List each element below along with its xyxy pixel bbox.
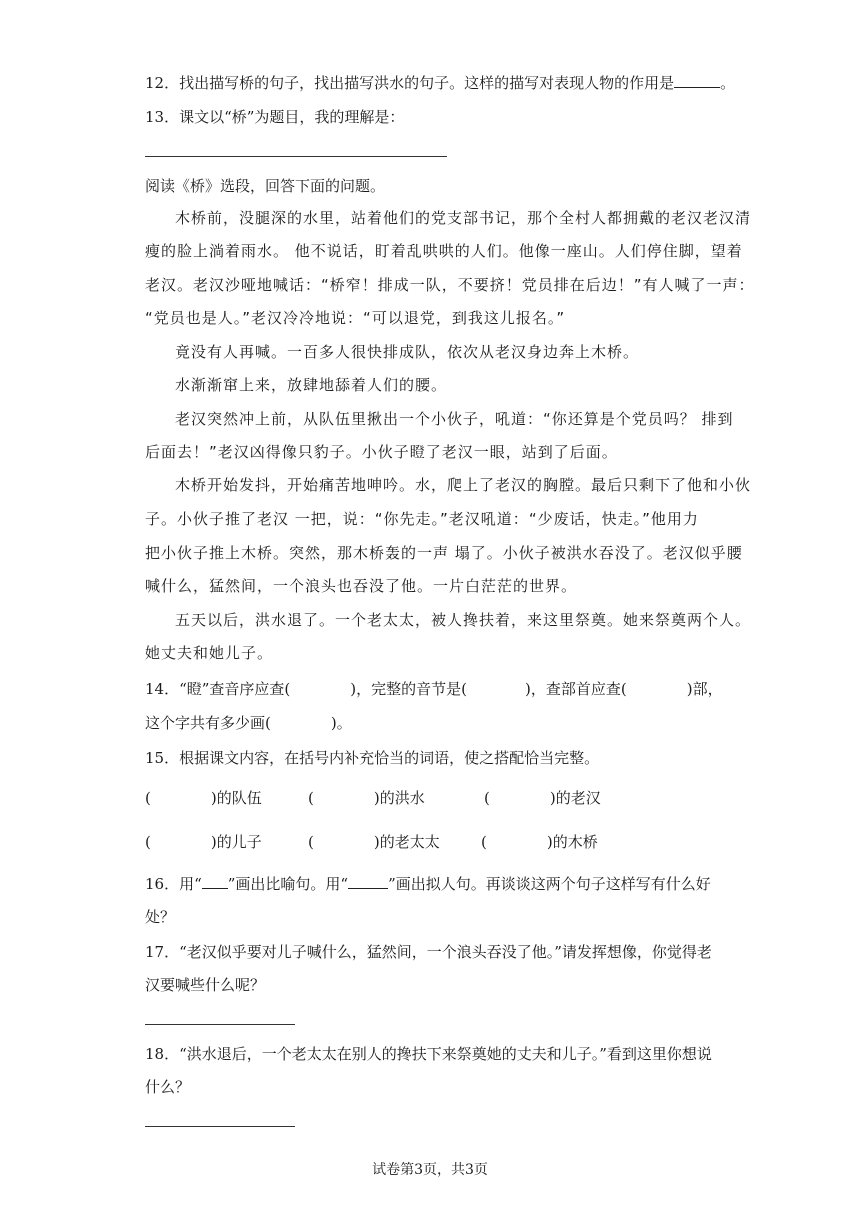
answer-line: [145, 156, 447, 157]
question-12: 12．找出描写桥的句子，找出描写洪水的句子。这样的描写对表现人物的作用是 。: [145, 74, 736, 92]
passage-line: 她丈夫和她儿子。: [145, 644, 274, 662]
passage-line: 后面去！”老汉凶得像只豹子。小伙子瞪了老汉一眼，站到了后面。: [145, 443, 618, 461]
answer-line: [145, 1126, 295, 1127]
passage-line: 竟没有人再喊。一百多人很快排成队，依次从老汉身边奔上木桥。: [175, 343, 640, 361]
fill-blank-item: ( )的老汉: [484, 789, 601, 807]
passage-line: 木桥前，没腿深的水里，站着他们的党支部书记，那个全村人都拥戴的老汉老汉清: [175, 209, 752, 227]
question-15: 15．根据课文内容，在括号内补充恰当的词语，使之搭配恰当完整。: [145, 749, 600, 767]
reading-intro: 阅读《桥》选段，回答下面的问题。: [145, 177, 386, 195]
passage-line: 五天以后，洪水退了。一个老太太，被人搀扶着，来这里祭奠。她来祭奠两个人。: [175, 611, 752, 629]
fill-blank-item: ( )的洪水: [308, 789, 425, 807]
passage-line: 水渐渐窜上来，放肆地舔着人们的腰。: [175, 376, 448, 394]
question-16-cont: 处？: [145, 908, 176, 926]
question-16: 16．用“ ”画出比喻句。用“ ”画出拟人句。再谈谈这两个句子这样写有什么好: [145, 875, 711, 893]
answer-line: [145, 1024, 295, 1025]
question-14: 14．“瞪”查音序应查( )，完整的音节是( )，查部首应查( )部，: [145, 680, 723, 698]
fill-blank-item: ( )的儿子: [145, 833, 262, 851]
passage-line: 老汉。老汉沙哑地喊话：“桥窄！排成一队，不要挤！党员排在后边！”有人喊了一声：: [145, 276, 755, 294]
question-17-cont: 汉要喊些什么呢？: [145, 976, 266, 994]
straight-line-sample: [202, 874, 228, 889]
fill-blank-item: ( )的队伍: [145, 789, 262, 807]
passage-line: 瘦的脸上淌着雨水。 他不说话，盯着乱哄哄的人们。他像一座山。人们停住脚，望着: [145, 242, 743, 260]
answer-blank: [674, 73, 720, 88]
page-footer: 试卷第3页，共3页: [372, 1162, 488, 1178]
passage-line: 木桥开始发抖，开始痛苦地呻吟。水，爬上了老汉的胸膛。最后只剩下了他和小伙: [175, 476, 752, 494]
question-13: 13．课文以“桥”为题目，我的理解是：: [145, 108, 405, 126]
passage-line: 喊什么，猛然间，一个浪头也吞没了他。一片白茫茫的世界。: [145, 577, 578, 595]
question-17: 17．“老汉似乎要对儿子喊什么，猛然间，一个浪头吞没了他。”请发挥想像，你觉得老: [145, 943, 712, 961]
passage-line: “党员也是人。”老汉冷冷地说：“可以退党，到我这儿报名。”: [145, 309, 566, 327]
line-sample: [348, 874, 388, 889]
question-18-cont: 什么？: [145, 1078, 191, 1096]
fill-blank-item: ( )的老太太: [308, 833, 440, 851]
question-18: 18．“洪水退后，一个老太太在别人的搀扶下来祭奠她的丈夫和儿子。”看到这里你想说: [145, 1045, 712, 1063]
passage-line: 老汉突然冲上前，从队伍里揪出一个小伙子，吼道：“你还算是个党员吗？ 排到: [175, 410, 734, 428]
question-14-cont: 这个字共有多少画( )。: [145, 714, 352, 732]
passage-line: 子。小伙子推了老汉 一把，说：“你先走。”老汉吼道：“少废话，快走。”他用力: [145, 510, 699, 528]
fill-blank-item: ( )的木桥: [481, 833, 598, 851]
passage-line: 把小伙子推上木桥。突然，那木桥轰的一声 塌了。小伙子被洪水吞没了。老汉似乎腰: [145, 544, 743, 562]
